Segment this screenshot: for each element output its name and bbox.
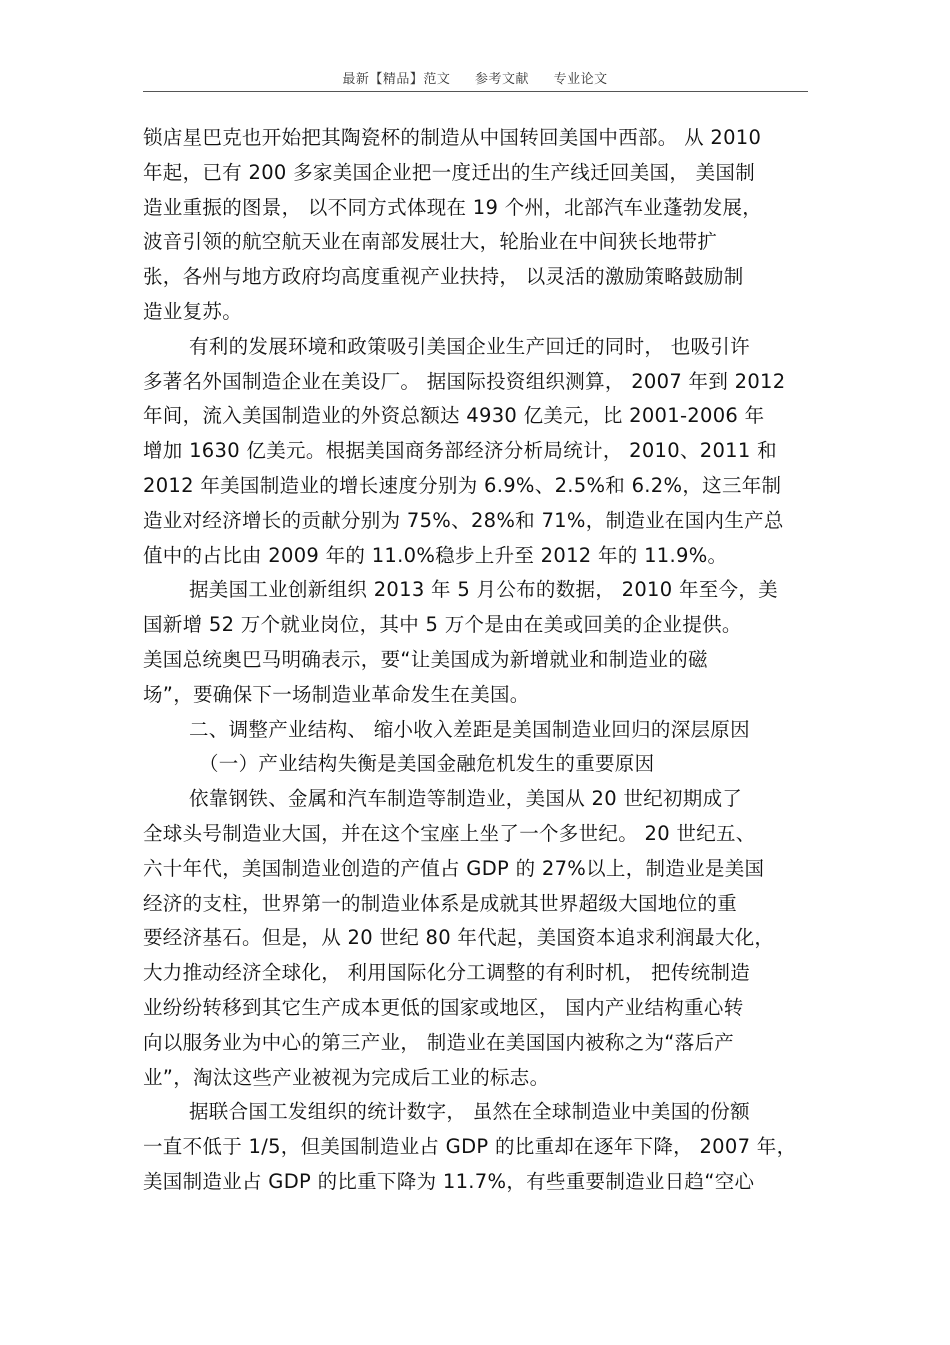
section-heading: 二、调整产业结构、 缩小收入差距是美国制造业回归的深层原因 xyxy=(189,717,750,741)
text-line: 美国总统奥巴马明确表示，要“让美国成为新增就业和制造业的磁 xyxy=(143,647,708,671)
header-rule xyxy=(143,91,808,92)
text-line: 值中的占比由 2009 年的 11.0%稳步上升至 2012 年的 11.9%。 xyxy=(143,543,728,567)
text-line: 年起，已有 200 多家美国企业把一度迁出的生产线迁回美国， 美国制 xyxy=(143,160,756,184)
paragraph-start-line: 据美国工业创新组织 2013 年 5 月公布的数据， 2010 年至今，美 xyxy=(189,578,778,602)
text-line: 大力推动经济全球化， 利用国际化分工调整的有利时机， 把传统制造 xyxy=(143,961,750,985)
text-line: 一直不低于 1/5，但美国制造业占 GDP 的比重却在逐年下降， 2007 年， xyxy=(143,1135,797,1159)
document-body xyxy=(143,121,813,1200)
text-line: 造业对经济增长的贡献分别为 75%、28%和 71%，制造业在国内生产总 xyxy=(143,508,784,532)
text-line: 场”，要确保下一场制造业革命发生在美国。 xyxy=(143,682,530,706)
header-item: 参考文献 xyxy=(474,72,529,87)
subsection-heading: （一）产业结构失衡是美国金融危机发生的重要原因 xyxy=(199,752,655,776)
text-line: 向以服务业为中心的第三产业， 制造业在美国国内被称之为“落后产 xyxy=(143,1030,735,1054)
paragraph-start-line: 据联合国工发组织的统计数字， 虽然在全球制造业中美国的份额 xyxy=(189,1100,750,1124)
text-line: 国新增 52 万个就业岗位，其中 5 万个是由在美或回美的企业提供。 xyxy=(143,613,742,637)
text-line: 要经济基石。但是，从 20 世纪 80 年代起，美国资本追求利润最大化， xyxy=(143,926,775,950)
text-line: 造业复苏。 xyxy=(143,299,243,323)
text-line: 张，各州与地方政府均高度重视产业扶持， 以灵活的激励策略鼓励制 xyxy=(143,265,744,289)
header-item: 专业论文 xyxy=(553,72,608,87)
text-line: 造业重振的图景， 以不同方式体现在 19 个州，北部汽车业蓬勃发展， xyxy=(143,195,763,219)
header-item: 最新【精品】范文 xyxy=(342,72,451,87)
text-line: 业”，淘汰这些产业被视为完成后工业的标志。 xyxy=(143,1065,550,1089)
text-line: 多著名外国制造企业在美设厂。 据国际投资组织测算， 2007 年到 2012 xyxy=(143,369,786,393)
text-line: 六十年代，美国制造业创造的产值占 GDP 的 27%以上，制造业是美国 xyxy=(143,856,765,880)
paragraph-start-line: 依靠钢铁、金属和汽车制造等制造业，美国从 20 世纪初期成了 xyxy=(189,787,743,811)
text-line: 2012 年美国制造业的增长速度分别为 6.9%、2.5%和 6.2%，这三年制 xyxy=(143,473,782,497)
paragraph-start-line: 有利的发展环境和政策吸引美国企业生产回迁的同时， 也吸引许 xyxy=(189,334,750,358)
text-line: 经济的支柱，世界第一的制造业体系是成就其世界超级大国地位的重 xyxy=(143,891,738,915)
text-line: 美国制造业占 GDP 的比重下降为 11.7%，有些重要制造业日趋“空心 xyxy=(143,1169,755,1193)
text-line: 业纷纷转移到其它生产成本更低的国家或地区， 国内产业结构重心转 xyxy=(143,995,744,1019)
text-line: 年间，流入美国制造业的外资总额达 4930 亿美元，比 2001-2006 年 xyxy=(143,404,765,428)
text-line: 波音引领的航空航天业在南部发展壮大，轮胎业在中间狭长地带扩 xyxy=(143,230,718,254)
text-line: 锁店星巴克也开始把其陶瓷杯的制造从中国转回美国中西部。 从 2010 xyxy=(143,126,762,149)
page-header xyxy=(0,68,950,87)
text-line: 增加 1630 亿美元。根据美国商务部经济分析局统计， 2010、2011 和 xyxy=(143,439,777,463)
text-line: 全球头号制造业大国，并在这个宝座上坐了一个多世纪。 20 世纪五、 xyxy=(143,821,756,845)
